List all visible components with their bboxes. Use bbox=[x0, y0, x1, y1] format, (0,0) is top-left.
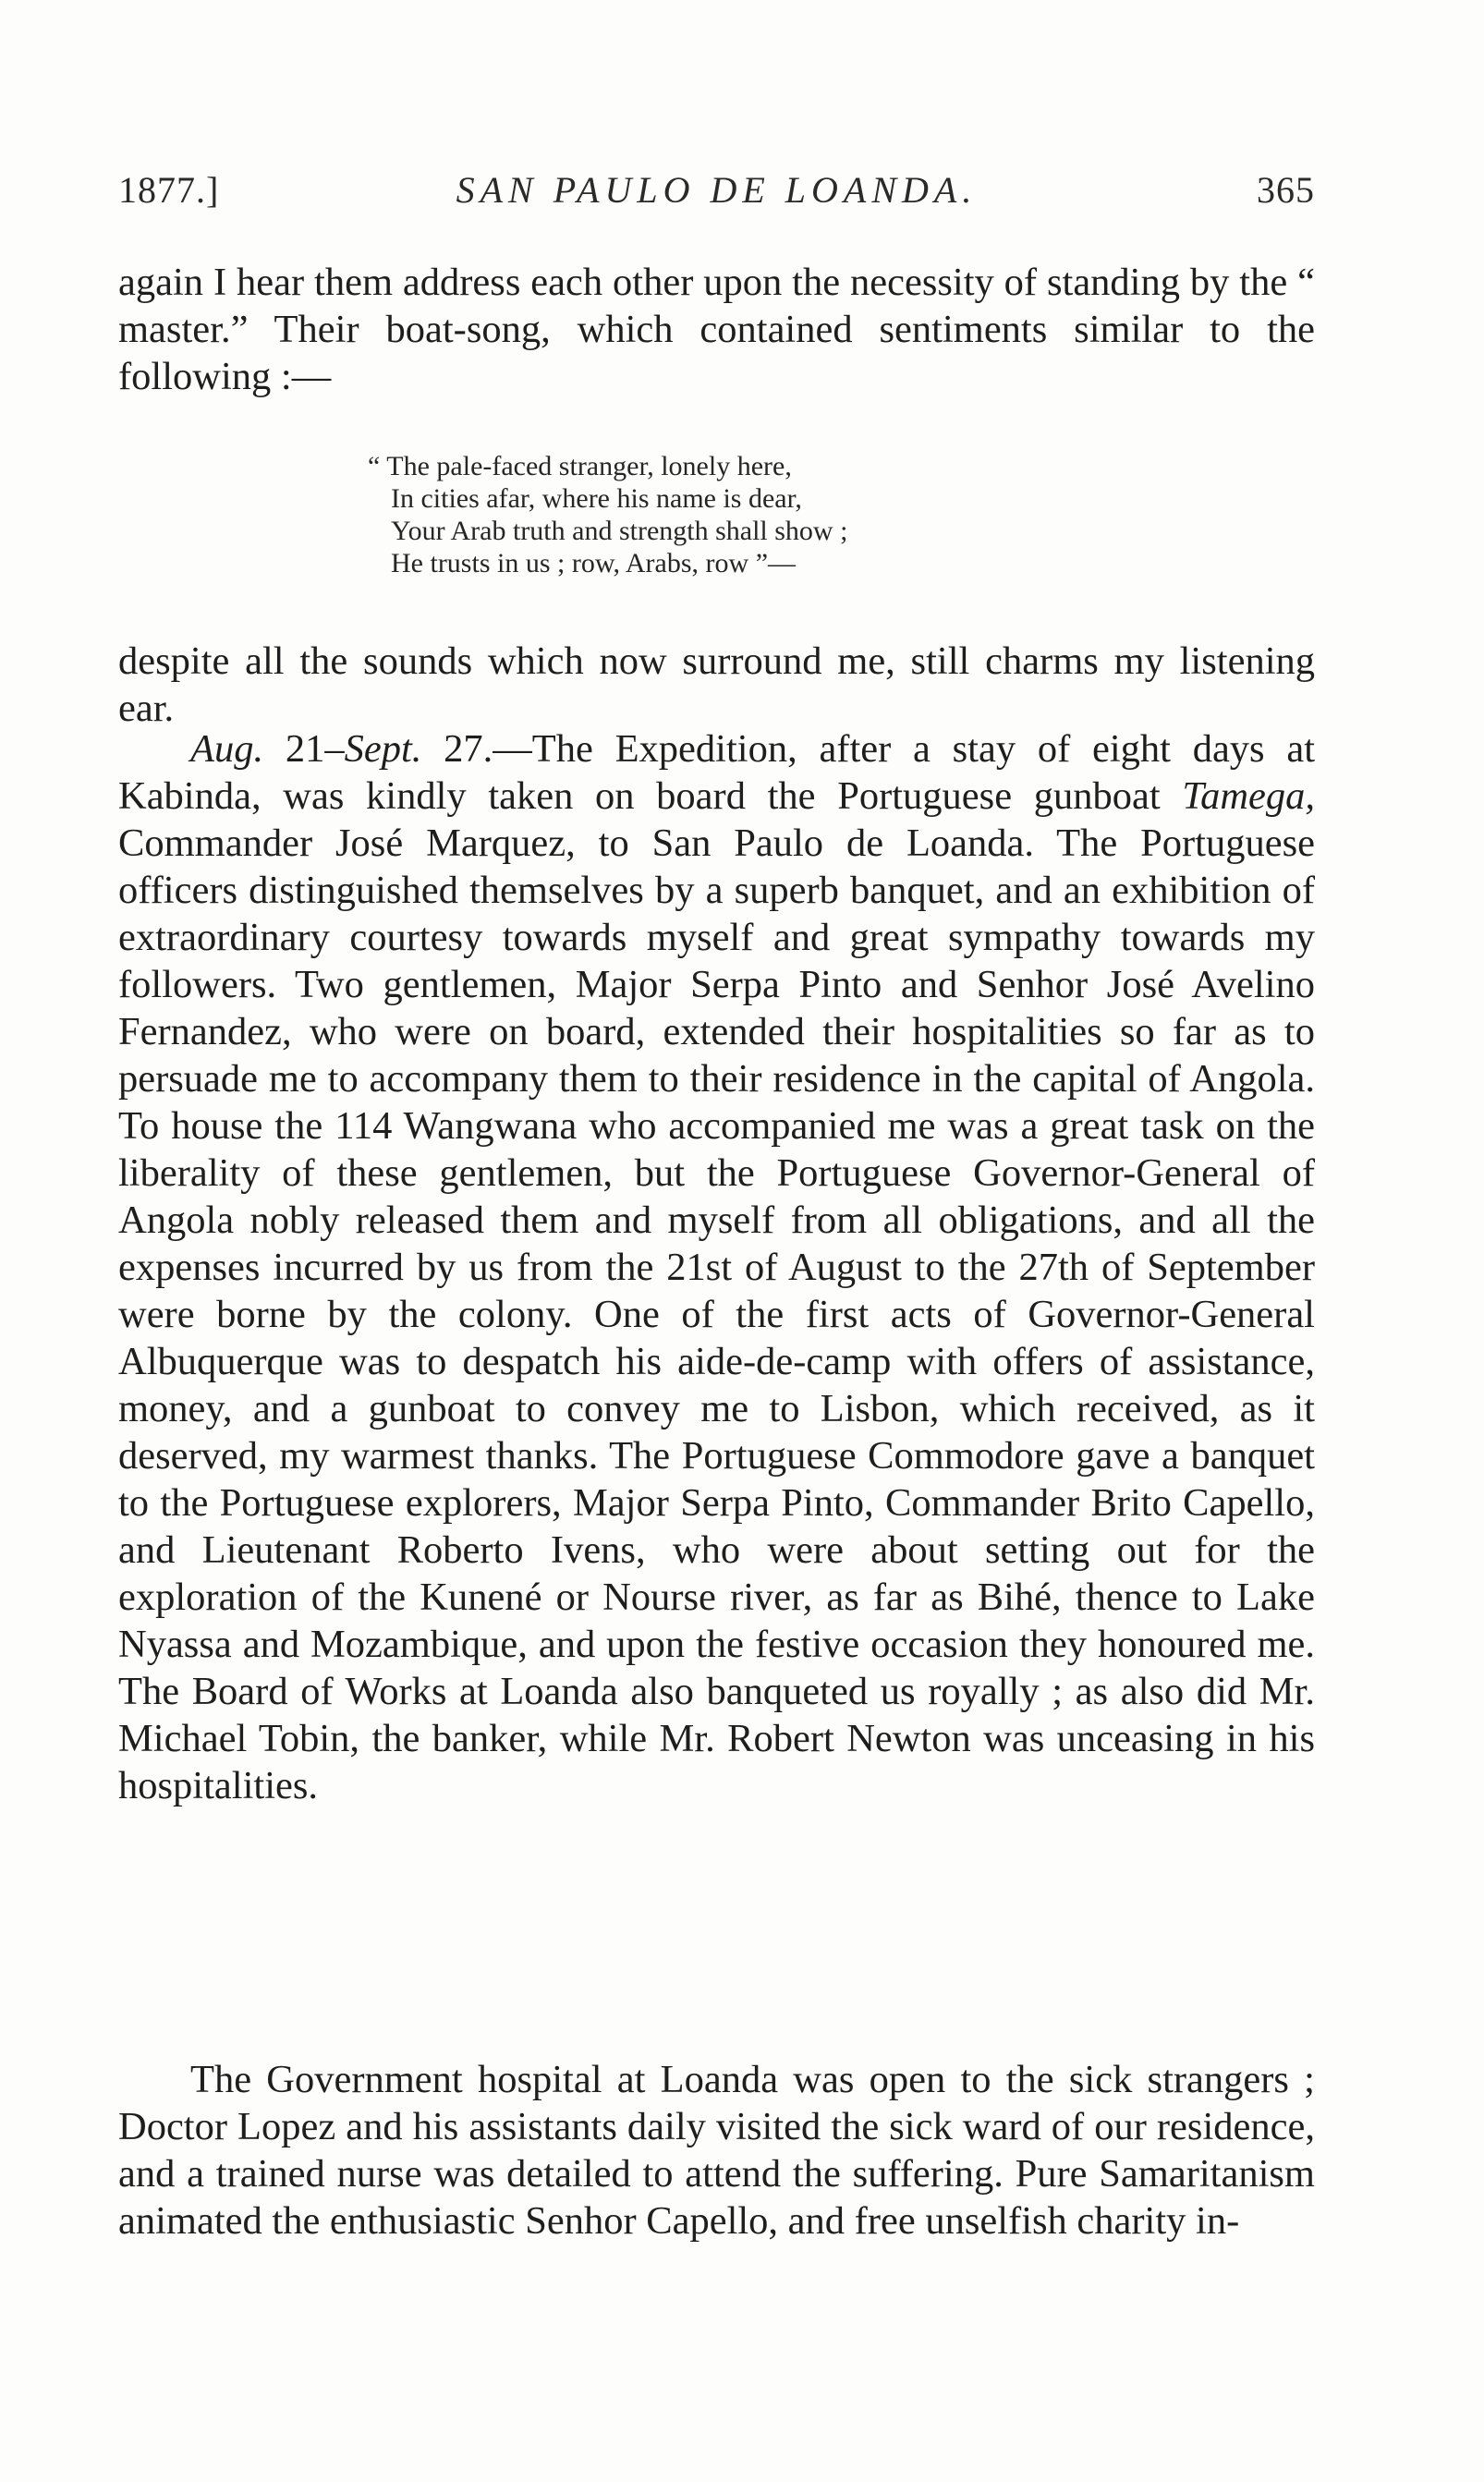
paragraph-3-text bbox=[118, 725, 1315, 1809]
date-day-end: 27. bbox=[421, 727, 493, 771]
paragraph-3-part-a: —The Expedition, after a stay of eight days at Kabinda, was kindly taken on board the Portuguese gunboat bbox=[118, 727, 1316, 818]
date-month-end: Sept. bbox=[344, 727, 422, 771]
header-year: 1877.] bbox=[118, 169, 220, 211]
verse-line-2: In cities afar, where his name is dear, bbox=[391, 483, 802, 514]
paragraph-2-text: despite all the sounds which now surround me, still charms my listening ear. bbox=[118, 639, 1315, 730]
boat-song-verse bbox=[368, 450, 1107, 579]
ship-name: Tamega, bbox=[1182, 774, 1315, 818]
verse-line-1: “ The pale-faced stranger, lonely here, bbox=[368, 451, 792, 481]
paragraph-3-part-b: Commander José Marquez, to San Paulo de Loanda. The Portuguese officers distinguished themselves by a superb banquet, and an exhibition of extraordinary courtesy towards myself and great sympathy towards my followers. Two gentlemen, Major Serpa Pinto and Senhor José Avelino Fernandez, who were on board, extended their hospitalities so far as to persuade me to accompany them to their residence in the capital of Angola. To house the 114 Wangwana who accompanied me was a great task on the liberality of these gentlemen, but the Portuguese Governor-General of Angola nobly released them and myself from all obligations, and all the expenses incurred by us from the 21st of August to the 27th of September were borne by the colony. One of the first acts of Governor-General Albuquerque was to despatch his aide-de-camp with offers of assistance, money, and a gunboat to convey me to Lisbon, which received, as it deserved, my warmest thanks. The Portuguese Commodore gave a banquet to the Portuguese explorers, Major Serpa Pinto, Commander Brito Capello, and Lieutenant Roberto Ivens, who were about setting out for the exploration of the Kunené or Nourse river, as far as Bihé, thence to Lake Nyassa and Mozambique, and upon the festive occasion they honoured me. The Board of Works at Loanda also banqueted us royally ; as also did Mr. Michael Tobin, the banker, while Mr. Robert Newton was unceasing in his hospitalities. bbox=[118, 821, 1315, 1807]
header-title: SAN PAULO DE LOANDA. bbox=[456, 169, 978, 211]
date-month-start: Aug. bbox=[190, 727, 264, 771]
paragraph-4 bbox=[118, 2056, 1315, 2245]
running-head bbox=[118, 168, 1315, 214]
page-number: 365 bbox=[1257, 169, 1315, 211]
paragraph-3 bbox=[118, 725, 1315, 1809]
paragraph-4-text: The Government hospital at Loanda was open to the sick strangers ; Doctor Lopez and his assistants daily visited the sick ward of our residence, and a trained nurse was detailed to attend the suffering. Pure Samaritanism animated the enthusiastic Senhor Capello, and free unselfish charity in- bbox=[118, 2058, 1315, 2243]
paragraph-2 bbox=[118, 638, 1315, 732]
verse-line-3: Your Arab truth and strength shall show ; bbox=[391, 516, 848, 546]
date-day-start: 21– bbox=[263, 727, 345, 771]
paragraph-1 bbox=[118, 259, 1315, 400]
verse-line-4: He trusts in us ; row, Arabs, row ”— bbox=[391, 548, 797, 578]
paragraph-1-text: again I hear them address each other upon the necessity of standing by the “ master.” Their boat-song, which contained sentiments similar to the following :— bbox=[118, 261, 1315, 398]
